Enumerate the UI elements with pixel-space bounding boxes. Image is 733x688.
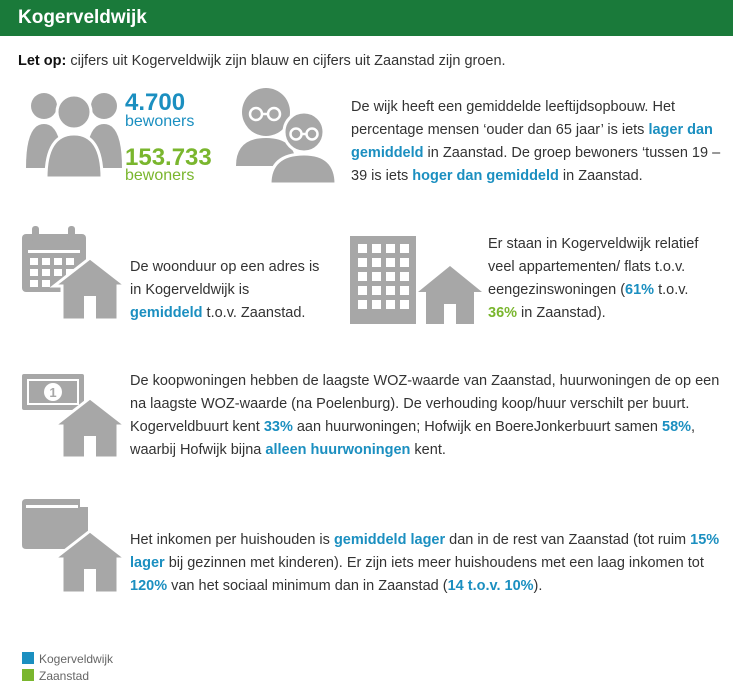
stad-population-label: bewoners (125, 167, 195, 184)
inkomen-text-5: ). (533, 578, 543, 594)
apartment-house-icon (350, 236, 486, 324)
page-title: Kogerveldwijk (18, 7, 147, 28)
woonduur-text-1: De woonduur op een adres is in Kogerveldwijk is (130, 259, 320, 298)
woningen-highlight-36: 36% (488, 305, 518, 321)
note-text: cijfers uit Kogerveldwijk zijn blauw en cijfers uit Zaanstad zijn groen. (66, 53, 506, 69)
page-header (0, 0, 733, 36)
stad-population-value: 153.733 (125, 144, 212, 171)
wijk-population-label: bewoners (125, 113, 195, 130)
woz-highlight-33: 33% (263, 419, 293, 435)
woz-highlight-58: 58% (662, 419, 692, 435)
woningen-text-1: Er staan in Kogerveldwijk relatief veel appartementen/ flats t.o.v. eengezinswoningen ( (488, 236, 699, 298)
woonduur-text-2: t.o.v. Zaanstad. (202, 305, 306, 321)
legend-item-zaanstad (22, 669, 89, 683)
people-icon (26, 88, 122, 178)
inkomen-text (130, 529, 725, 598)
money-house-icon (22, 372, 126, 458)
legend-swatch-blue (22, 652, 34, 664)
note-prefix: Let op: (18, 53, 67, 69)
woz-highlight-huur: alleen huurwoningen (265, 442, 411, 458)
woz-text-1: De koopwoningen hebben de laagste WOZ-waarde van Zaanstad, huurwoningen de op een na laagste WOZ-waarde (na Poelenburg). De verhouding koop/huur verschilt per buurt. Kogerveldbuurt kent (130, 373, 720, 435)
woningen-text (488, 233, 708, 325)
woz-text-2: aan huurwoningen; Hofwijk en BoereJonkerbuurt samen (292, 419, 663, 435)
inkomen-text-4: van het sociaal minimum dan in Zaanstad ( (167, 578, 448, 594)
inkomen-highlight-15: 15% lager (130, 532, 720, 571)
legend-swatch-green (22, 669, 34, 681)
calendar-house-icon (22, 224, 126, 320)
woningen-highlight-61: 61% (625, 282, 655, 298)
inkomen-highlight-lager: gemiddeld lager (333, 532, 446, 548)
woningen-text-2: t.o.v. (654, 282, 689, 298)
woz-text (130, 370, 725, 462)
woonduur-highlight: gemiddeld (130, 305, 203, 321)
woz-text-4: kent. (410, 442, 446, 458)
inkomen-text-3: bij gezinnen met kinderen). Er zijn iets meer huishoudens met een laag inkomen tot (164, 555, 704, 571)
inkomen-text-1: Het inkomen per huishouden is (130, 532, 334, 548)
legend-item-kogerveldwijk (22, 652, 113, 666)
age-highlight-lower: lager dan gemiddeld (351, 122, 713, 161)
inkomen-text-2: dan in de rest van Zaanstad (tot ruim (445, 532, 691, 548)
legend-note (18, 53, 506, 69)
inkomen-highlight-120: 120% (130, 578, 168, 594)
svg-text:1: 1 (49, 385, 57, 400)
age-text-1: De wijk heeft een gemiddelde leeftijdsopbouw. Het percentage mensen ‘ouder dan 65 jaar’ is iets (351, 99, 676, 138)
woonduur-text (130, 256, 320, 325)
age-text-3: in Zaanstad. (558, 168, 643, 184)
woz-text-3: , waarbij Hofwijk bijna (130, 419, 696, 458)
legend-label: Zaanstad (39, 669, 90, 683)
age-highlight-higher: hoger dan gemiddeld (412, 168, 559, 184)
age-text-2: in Zaanstad. De groep bewoners ‘tussen 19 – 39 is iets (351, 145, 721, 184)
legend-label: Kogerveldwijk (39, 652, 114, 666)
age-text (351, 96, 721, 188)
elderly-couple-icon (234, 86, 336, 184)
inkomen-highlight-14-10: 14 t.o.v. 10% (447, 578, 534, 594)
woningen-text-3: in Zaanstad). (517, 305, 606, 321)
wallet-house-icon (22, 497, 126, 593)
wijk-population-value: 4.700 (125, 89, 186, 116)
